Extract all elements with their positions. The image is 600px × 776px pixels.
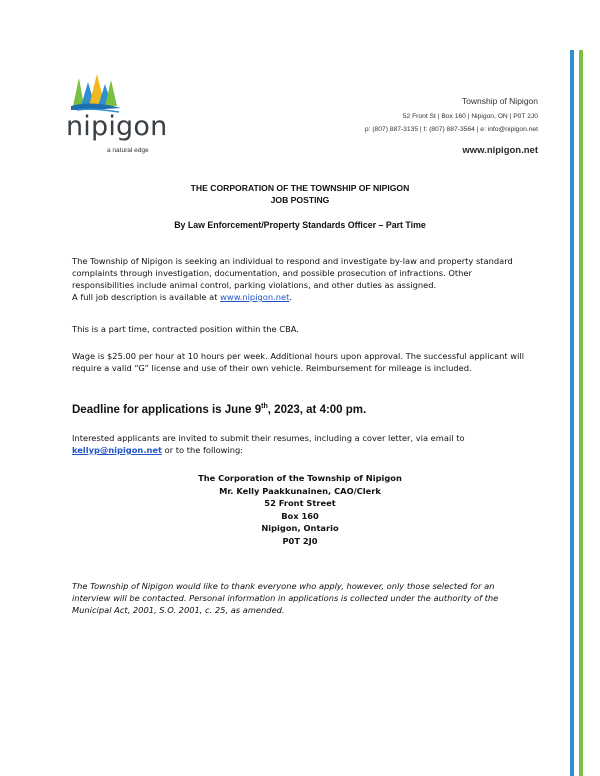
letterhead-contact: p: (807) 887-3135 | f: (807) 887-3564 | e: info@nipigon.net — [364, 126, 538, 133]
deadline-superscript: th — [261, 403, 268, 410]
deadline-prefix: Deadline for applications is June 9 — [72, 403, 262, 416]
part-time-paragraph: This is a part time, contracted position within the CBA. — [72, 324, 299, 334]
position-title: By Law Enforcement/Property Standards Officer – Part Time — [174, 220, 426, 230]
logo-wordmark: nipigon — [66, 111, 168, 142]
letterhead-org-name: Township of Nipigon — [461, 96, 538, 106]
accent-bar-blue — [570, 50, 574, 776]
letterhead-website[interactable]: www.nipigon.net — [462, 145, 538, 156]
letterhead-address: 52 Front St | Box 160 | Nipigon, ON | P0T 2J0 — [402, 113, 538, 120]
apply-paragraph — [72, 432, 532, 456]
address-line: Mr. Kelly Paakkunainen, CAO/Clerk — [219, 485, 381, 496]
job-description-suffix: . — [289, 292, 292, 302]
logo-tagline: a natural edge — [107, 147, 149, 154]
heading-corporation: THE CORPORATION OF THE TOWNSHIP OF NIPIGON — [190, 183, 410, 193]
address-line: The Corporation of the Township of Nipigon — [198, 473, 402, 483]
job-description-link[interactable]: www.nipigon.net — [220, 292, 290, 302]
mailing-address-block — [0, 472, 600, 547]
apply-suffix: or to the following: — [162, 445, 244, 455]
apply-text: Interested applicants are invited to submit their resumes, including a cover letter, via email to — [72, 433, 465, 443]
address-line: Nipigon, Ontario — [261, 523, 339, 533]
job-description-prefix: A full job description is available at — [72, 292, 221, 302]
closing-paragraph: The Township of Nipigon would like to thank everyone who apply, however, only those selected for an interview will be contacted. Personal information in applications is collected under the authority of the Municipal Act, 2001, S.O. 2001, c. 25, as amended. — [72, 581, 499, 615]
address-line: P0T 2J0 — [282, 535, 318, 546]
wage-paragraph: Wage is $25.00 per hour at 10 hours per week. Additional hours upon approval. The successful applicant will require a valid “G” license and use of their own vehicle. Reimbursement for mileage is included. — [72, 351, 525, 373]
address-line: 52 Front Street — [264, 498, 336, 508]
apply-email-link[interactable]: kellyp@nipigon.net — [72, 445, 162, 455]
deadline-statement — [72, 403, 366, 416]
accent-bar-green — [579, 50, 583, 776]
deadline-suffix: , 2023, at 4:00 pm. — [267, 403, 367, 416]
intro-text: The Township of Nipigon is seeking an individual to respond and investigate by-law and property standard complaints through investigation, documentation, and possible prosecution of infractions. Other responsibilities include animal control, parking violations, and other duties as assigned. — [72, 256, 513, 290]
logo-mountains-icon — [71, 72, 123, 114]
intro-paragraph — [72, 255, 532, 303]
nipigon-logo — [66, 72, 166, 162]
heading-job-posting: JOB POSTING — [270, 195, 330, 205]
address-line: Box 160 — [281, 510, 319, 521]
